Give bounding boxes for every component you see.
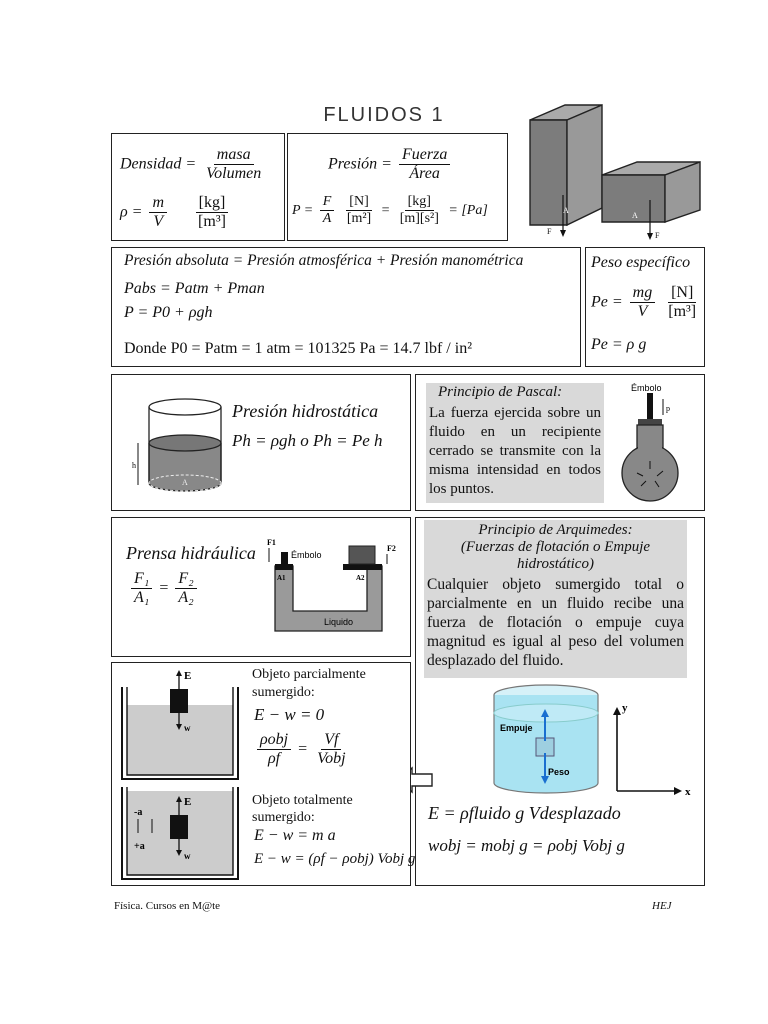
ratio-den2: Vobj: [317, 750, 346, 768]
pressure-formula: [292, 194, 488, 227]
axis-y-label: y: [622, 702, 628, 714]
v-label: V: [637, 303, 648, 321]
area-label-a1: A: [563, 206, 569, 215]
area-label-a2: A: [632, 211, 638, 220]
minus-a-label: -a: [134, 807, 143, 818]
f1-label: F₁: [131, 570, 152, 589]
unit1-den: [m²]: [346, 211, 372, 227]
atmospheric-pressure-values: Donde P0 = Patm = 1 atm = 101325 Pa = 14.7 lbf / in²: [124, 340, 472, 357]
specific-weight-box: [585, 247, 705, 367]
pascal-unit: = [Pa]: [448, 202, 488, 218]
area-label: A: [182, 478, 188, 487]
peso-label: Peso: [548, 767, 570, 777]
mg-label: mg: [630, 284, 656, 303]
unit1-num: [N]: [346, 194, 371, 211]
press-a2: A2: [356, 574, 365, 582]
a-label: A: [322, 211, 332, 227]
weight-formula: wobj = mobj g = ρobj Vobj g: [428, 836, 625, 855]
density-den: Volumen: [206, 165, 262, 183]
pressure-label: Presión =: [328, 155, 392, 173]
buoyancy-formula: E = ρfluido g Vdesplazado: [428, 803, 621, 823]
a2-label: A₂: [178, 589, 194, 607]
pascal-text: La fuerza ejercida sobre un fluido en un recipiente cerrado se transmite con la misma intensidad en todos los puntos.: [429, 405, 601, 497]
prism-illustrations: [525, 100, 705, 240]
archimedes-heading-2: (Fuerzas de flotación o Empuje: [460, 539, 651, 555]
plus-a-label: +a: [134, 841, 145, 852]
absolute-pressure-definition: Presión absoluta = Presión atmosférica + Presión manométrica: [124, 252, 524, 269]
v-label: V: [153, 213, 164, 231]
press-embolo: Émbolo: [291, 550, 322, 560]
rho-label: ρ =: [120, 203, 143, 221]
partial-title-1: Objeto parcialmente: [252, 667, 366, 682]
pascal-flask-illustration: [611, 381, 701, 506]
hydraulic-press-heading: Prensa hidráulica: [126, 543, 256, 563]
pressure-box: [287, 133, 508, 241]
total-title-2: sumergido:: [252, 810, 315, 825]
archimedes-box: [415, 517, 705, 886]
press-liquid: Liquido: [324, 617, 354, 627]
equals-sign: =: [380, 202, 391, 218]
hydraulic-press-formula: $\frac{\text{F₁}}{\text{A₁}}$ = $\frac{\text{F₂}}{\text{A₂}}$: [128, 570, 200, 608]
unit2-den: [m][s²]: [399, 211, 439, 227]
specific-weight-heading: Peso específico: [591, 254, 691, 271]
density-unit-den: [m³]: [198, 213, 226, 231]
hydraulic-press-illustration: [267, 536, 407, 636]
top-w-label: w: [184, 723, 191, 733]
hydrostatic-box: [111, 374, 411, 511]
hydrostatic-heading: Presión hidrostática: [232, 401, 379, 421]
p-label: p: [666, 404, 670, 413]
footer-left: Física. Cursos en M@te: [114, 900, 221, 912]
a1-label: A₁: [134, 589, 150, 607]
archimedes-heading-1: Principio de Arquimedes:: [478, 522, 633, 538]
density-num: masa: [214, 146, 254, 165]
top-e-label: E: [184, 670, 192, 682]
partial-ratio: $\frac{\text{ρobj}}{\rho f}$ = $\frac{Vf}{\text{Vobj}}$: [254, 731, 352, 769]
archimedes-panel: [424, 520, 687, 678]
hydraulic-press-box: [111, 517, 411, 657]
unit-num: [N]: [668, 284, 696, 303]
bottom-e-label: E: [184, 796, 192, 808]
empuje-label: Empuje: [500, 723, 533, 733]
f-label: F: [320, 194, 335, 211]
p-label: P =: [292, 202, 314, 218]
density-box: [111, 133, 285, 241]
embolo-label: Émbolo: [631, 383, 662, 393]
ratio-num1: ρobj: [257, 731, 291, 750]
total-title-1: Objeto totalmente: [252, 793, 353, 808]
axis-x-label: x: [685, 786, 691, 798]
ratio-den1: ρf: [268, 750, 281, 768]
specific-weight-formula: [591, 284, 702, 322]
partial-equation: E − w = 0: [254, 705, 325, 724]
unit2-num: [kg]: [405, 194, 434, 211]
height-label: h: [132, 461, 136, 470]
specific-weight-alt: Pe = ρ g: [591, 336, 647, 353]
press-f2: F2: [387, 544, 396, 553]
bottom-w-label: w: [184, 851, 191, 861]
ratio-num2: Vf: [321, 731, 341, 750]
partial-title-2: sumergido:: [252, 685, 315, 700]
archimedes-cylinder-illustration: [486, 683, 706, 803]
absolute-pressure-box: [111, 247, 581, 367]
absolute-pressure-equation: Pabs = Patm + Pman: [124, 280, 265, 297]
archimedes-text: Cualquier objeto sumergido total o parcialmente en un fluido recibe una fuerza de flotación o empuje cuya magnitud es igual al peso del volumen desplazado del fluido.: [427, 576, 684, 669]
pressure-definition: [328, 146, 453, 184]
density-definition: [120, 146, 267, 184]
footer-right: HEJ: [652, 900, 672, 912]
page-title: FLUIDOS 1: [323, 104, 445, 126]
immersion-illustration: [118, 667, 248, 882]
density-formula: [120, 194, 232, 232]
density-unit-num: [kg]: [196, 194, 229, 213]
immersion-box: [111, 662, 416, 886]
f2-label: F₂: [175, 570, 196, 589]
press-f1: F1: [267, 538, 276, 547]
pascal-heading: Principio de Pascal:: [438, 384, 563, 400]
cylinder-illustration: [130, 393, 230, 493]
m-label: m: [149, 194, 167, 213]
force-label-f1: F: [547, 227, 552, 236]
force-label-f2: F: [655, 231, 660, 240]
press-a1: A1: [277, 574, 286, 582]
hydrostatic-formula: Ph = ρgh o Ph = Pe h: [232, 431, 383, 450]
pressure-den: Área: [409, 165, 440, 183]
total-equation-1: E − w = m a: [254, 827, 336, 844]
pascal-panel: [426, 383, 604, 503]
pressure-num: Fuerza: [399, 146, 450, 165]
total-equation-2: E − w = (ρf − ρobj) Vobj g: [254, 851, 416, 867]
absolute-pressure-hydrostatic: P = P0 + ρgh: [124, 304, 213, 321]
density-label: Densidad =: [120, 155, 197, 173]
pe-label: Pe =: [591, 293, 623, 311]
archimedes-heading-3: hidrostático): [517, 556, 594, 572]
pascal-box: [415, 374, 705, 511]
unit-den: [m³]: [668, 303, 697, 321]
